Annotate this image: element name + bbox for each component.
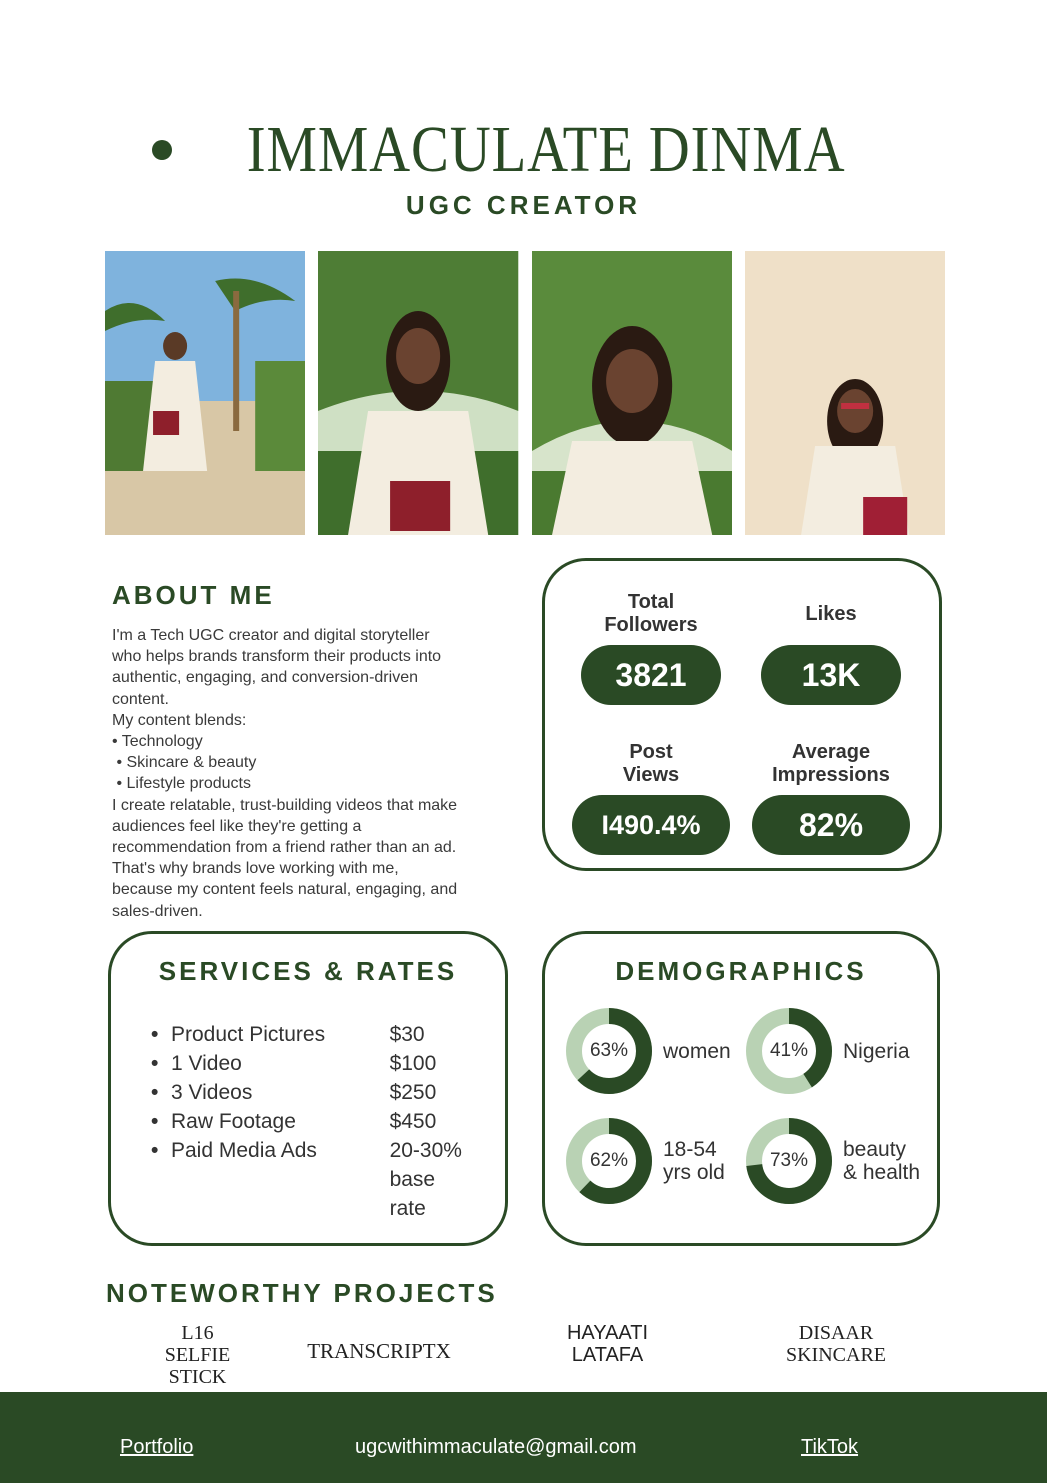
brand-transcriptx <box>298 1340 460 1362</box>
about-line: because my content feels natural, engaging, and <box>112 881 458 899</box>
service-name: 1 Video <box>171 1052 242 1075</box>
about-text <box>112 625 522 922</box>
bullet-icon: • <box>151 1023 159 1046</box>
bullet-dot-icon <box>152 140 172 160</box>
projects-title: NOTEWORTHY PROJECTS <box>106 1278 498 1308</box>
about-line: audiences feel like they're getting a <box>112 817 362 835</box>
donut-chart <box>745 1117 833 1205</box>
about-line: • Lifestyle products <box>112 775 251 793</box>
stat-average-impressions <box>741 741 921 855</box>
stat-post-views <box>561 741 741 855</box>
creator-subtitle: UGC CREATOR <box>405 190 642 220</box>
stat-label: Post Views <box>622 741 680 786</box>
stat-total-followers <box>561 591 741 705</box>
creator-name: IMMACULATE DINMA <box>247 113 846 186</box>
about-line: sales-driven. <box>112 902 203 920</box>
service-row <box>151 1107 485 1136</box>
service-name: 3 Videos <box>171 1081 253 1104</box>
services-title: SERVICES & RATES <box>158 956 458 986</box>
stat-likes <box>741 591 921 705</box>
service-price: $30 <box>389 1023 425 1046</box>
demographics-title: DEMOGRAPHICS <box>615 956 867 986</box>
services-card <box>108 931 508 1246</box>
service-name: Product Pictures <box>171 1023 326 1046</box>
service-price: $450 <box>389 1110 437 1133</box>
donut-label-line: Nigeria <box>843 1039 910 1063</box>
service-row <box>151 1136 485 1165</box>
service-name: Raw Footage <box>171 1110 296 1133</box>
service-row <box>151 1078 485 1107</box>
about-line: • Skincare & beauty <box>112 754 257 772</box>
bullet-icon: • <box>151 1110 159 1133</box>
donut-label-line: 18-54 <box>663 1138 717 1161</box>
service-row-continued <box>151 1165 485 1194</box>
demographics-card <box>542 931 940 1246</box>
brand-hayaati-latafa <box>555 1322 660 1366</box>
demographic-women <box>565 1007 731 1095</box>
donut-label <box>663 1040 731 1063</box>
donut-label-line: women <box>663 1039 731 1063</box>
contact-email: ugcwithimmaculate@gmail.com <box>355 1436 637 1458</box>
service-price-note: rate <box>389 1197 426 1220</box>
about-line: who helps brands transform their products into <box>112 648 442 666</box>
brand-line: SKINCARE <box>785 1344 886 1366</box>
stat-value: 3821 <box>581 645 721 705</box>
photo-gallery <box>105 251 945 535</box>
demographic-age <box>565 1117 725 1205</box>
stat-value: 13K <box>761 645 901 705</box>
photo-2 <box>318 251 518 535</box>
stat-value: I490.4% <box>572 795 730 855</box>
photo-1 <box>105 251 305 535</box>
about-line: • Technology <box>112 733 203 751</box>
photo-4 <box>745 251 945 535</box>
brand-line: DISAAR <box>798 1322 874 1344</box>
about-title: ABOUT ME <box>112 580 275 610</box>
service-row <box>151 1020 485 1049</box>
service-row-continued <box>151 1194 485 1223</box>
service-price: $250 <box>389 1081 437 1104</box>
about-line: content. <box>112 690 169 708</box>
donut-label-line: & health <box>843 1161 921 1184</box>
donut-chart <box>745 1007 833 1095</box>
donut-value: 63% <box>589 1040 629 1061</box>
brand-line: HAYAATI <box>566 1322 649 1344</box>
service-price: 20-30% <box>389 1139 462 1162</box>
service-price: $100 <box>389 1052 437 1075</box>
service-row <box>151 1049 485 1078</box>
about-line: authentic, engaging, and conversion-driven <box>112 669 418 687</box>
about-line: recommendation from a friend rather than an ad. <box>112 839 457 857</box>
name-row <box>0 112 1047 188</box>
service-name: Paid Media Ads <box>171 1139 317 1162</box>
brand-line: L16 <box>181 1322 214 1344</box>
about-line: I'm a Tech UGC creator and digital storyteller <box>112 627 430 644</box>
donut-value: 73% <box>769 1150 809 1171</box>
stat-label: Average Impressions <box>772 741 890 786</box>
about-line: My content blends: <box>112 711 247 729</box>
bullet-icon: • <box>151 1052 159 1075</box>
about-line: That's why brands love working with me, <box>112 860 399 878</box>
tiktok-link[interactable]: TikTok <box>801 1436 859 1458</box>
service-price-note: base <box>389 1168 436 1191</box>
header <box>0 112 1047 221</box>
donut-chart <box>565 1117 653 1205</box>
about-section <box>112 580 522 922</box>
donut-label <box>843 1040 910 1063</box>
portfolio-link[interactable]: Portfolio <box>120 1436 194 1458</box>
demographic-nigeria <box>745 1007 910 1095</box>
brand-disaar-skincare <box>775 1322 897 1366</box>
stat-label: Likes <box>805 602 857 625</box>
brand-line: SELFIE STICK <box>164 1344 231 1388</box>
footer <box>0 1392 1047 1483</box>
services-list <box>151 1020 485 1223</box>
demographic-beauty-health <box>745 1117 920 1205</box>
donut-chart <box>565 1007 653 1095</box>
donut-label-line: yrs old <box>663 1161 725 1184</box>
bullet-icon: • <box>151 1081 159 1104</box>
about-line: I create relatable, trust-building videos that make <box>112 796 458 814</box>
stat-label: Total Followers <box>604 591 698 636</box>
stat-value: 82% <box>752 795 910 855</box>
donut-value: 41% <box>769 1040 809 1061</box>
donut-value: 62% <box>589 1150 629 1171</box>
bullet-icon: • <box>151 1139 159 1162</box>
donut-label <box>663 1138 725 1184</box>
stats-card <box>542 558 942 871</box>
photo-3 <box>532 251 732 535</box>
brand-line: LATAFA <box>571 1344 644 1366</box>
brand-line: TRANSCRIPTX <box>307 1339 451 1363</box>
brand-l16 <box>135 1322 260 1388</box>
donut-label-line: beauty <box>843 1138 907 1161</box>
donut-label <box>843 1138 920 1184</box>
